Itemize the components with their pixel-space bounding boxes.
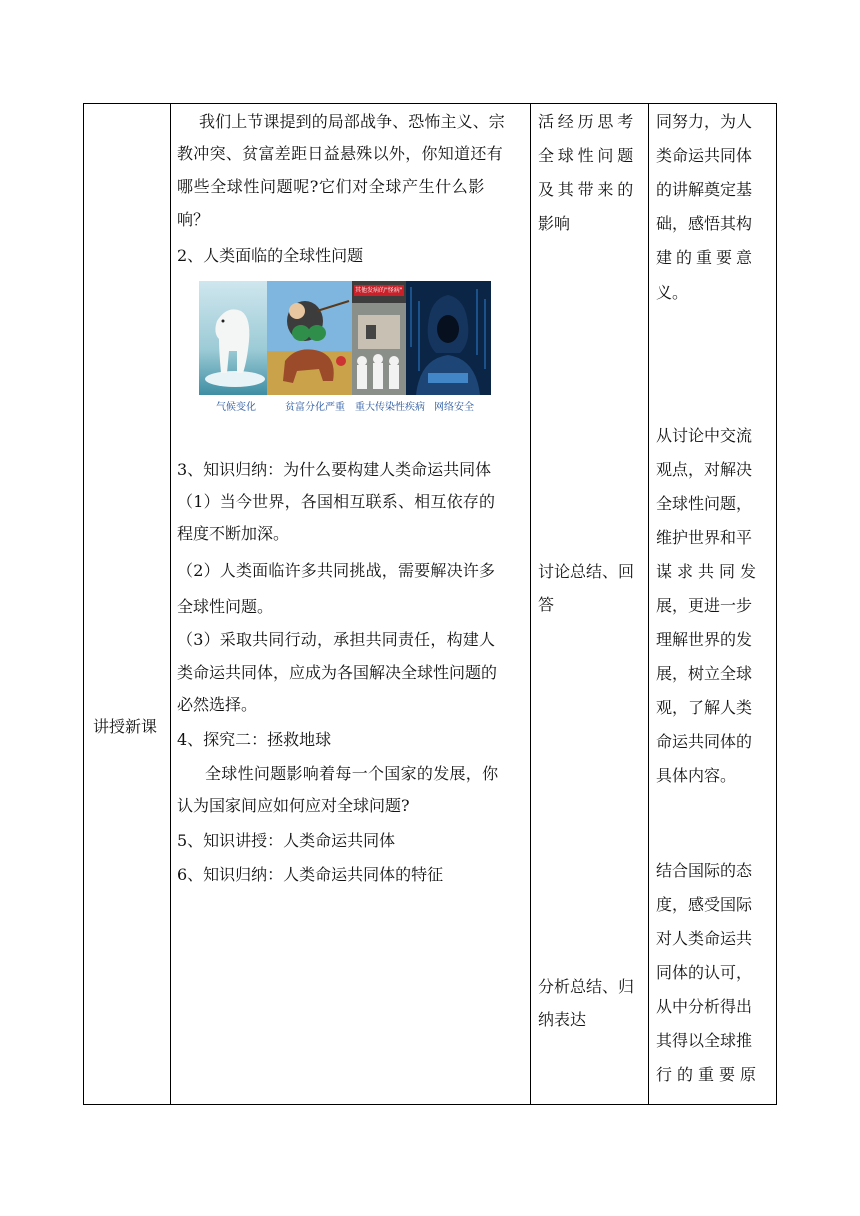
intent-line: 具体内容。: [656, 766, 737, 785]
table-cell-section: [83, 103, 171, 1105]
activity-line: 活经历思考: [538, 112, 638, 131]
intent-line: 理解世界的发: [656, 630, 753, 649]
image-climate-change: [199, 281, 267, 395]
content-line: 3、知识归纳：为什么要构建人类命运共同体: [177, 460, 492, 479]
intent-line: 观点，对解决: [656, 460, 753, 479]
intent-line: 类命运共同体: [656, 146, 753, 165]
intent-line: 对人类命运共: [656, 929, 753, 948]
content-line: 我们上节课提到的局部战争、恐怖主义、宗: [199, 112, 505, 131]
caption-cyber: 网络安全: [434, 402, 474, 413]
intent-line: 观，了解人类: [656, 698, 753, 717]
activity-line: 分析总结、归: [538, 977, 635, 996]
epidemic-banner: 其他发病的"怪病": [355, 287, 403, 294]
intent-line: 同体的认可，: [656, 963, 753, 982]
content-line: （1）当今世界，各国相互联系、相互依存的: [177, 492, 496, 511]
content-line: 必然选择。: [177, 695, 258, 714]
intent-line: 建的重要意: [656, 248, 757, 267]
intent-line: 础，感悟其构: [656, 214, 753, 233]
content-line: 全球性问题。: [177, 597, 274, 616]
intent-line: 维护世界和平: [656, 528, 753, 547]
intent-line: 结合国际的态: [656, 861, 753, 880]
content-line: 程度不断加深。: [177, 524, 290, 543]
hooded-hacker-icon: [406, 281, 491, 395]
intent-line: 展，树立全球: [656, 664, 753, 683]
caption-wealth-gap: 贫富分化严重: [285, 402, 345, 413]
content-line: 响？: [177, 210, 210, 229]
intent-line: 命运共同体的: [656, 732, 753, 751]
content-line: 全球性问题影响着每一个国家的发展，你: [205, 764, 499, 783]
intent-line: 展，更进一步: [656, 596, 753, 615]
content-line: 6、知识归纳：人类命运共同体的特征: [177, 865, 444, 884]
content-line: （3）采取共同行动，承担共同责任，构建人: [177, 630, 496, 649]
intent-line: 其得以全球推: [656, 1031, 753, 1050]
image-epidemic: [352, 281, 406, 395]
image-cyber-security: [406, 281, 491, 395]
intent-line: 行的重要原: [656, 1065, 762, 1084]
intent-line: 全球性问题，: [656, 494, 753, 513]
image-wealth-gap: [267, 281, 352, 395]
section-label: 讲授新课: [93, 717, 158, 736]
activity-line: 及其带来的: [538, 180, 638, 199]
polar-bear-on-ice-icon: [199, 281, 267, 395]
activity-line: 答: [538, 595, 555, 614]
content-line: 类命运共同体，应成为各国解决全球性问题的: [177, 663, 498, 682]
intent-line: 从中分析得出: [656, 997, 753, 1016]
content-line: 认为国家间应如何应对全球问题?: [177, 796, 410, 815]
content-line: 5、知识讲授：人类命运共同体: [177, 831, 396, 850]
content-line: 教冲突、贫富差距日益悬殊以外，你知道还有: [177, 144, 504, 163]
intent-line: 从讨论中交流: [656, 426, 753, 445]
activity-line: 讨论总结、回: [538, 562, 635, 581]
intent-line: 谋求共同发: [656, 562, 762, 581]
content-line: 4、探究二：拯救地球: [177, 730, 332, 749]
epidemic-workers-icon: [352, 281, 406, 395]
caption-climate: 气候变化: [216, 402, 256, 413]
activity-line: 影响: [538, 214, 571, 233]
intent-line: 同努力，为人: [656, 112, 753, 131]
content-line: 2、人类面临的全球性问题: [177, 246, 364, 265]
wealth-gap-cartoon-icon: [267, 281, 352, 395]
activity-line: 全球性问题: [538, 146, 638, 165]
content-line: 哪些全球性问题呢?它们对全球产生什么影: [177, 177, 485, 196]
activity-line: 纳表达: [538, 1010, 587, 1029]
content-line: （2）人类面临许多共同挑战，需要解决许多: [177, 561, 496, 580]
caption-epidemic: 重大传染性疾病: [355, 402, 425, 413]
intent-line: 的讲解奠定基: [656, 180, 753, 199]
intent-line: 义。: [656, 283, 689, 302]
intent-line: 度，感受国际: [656, 895, 753, 914]
